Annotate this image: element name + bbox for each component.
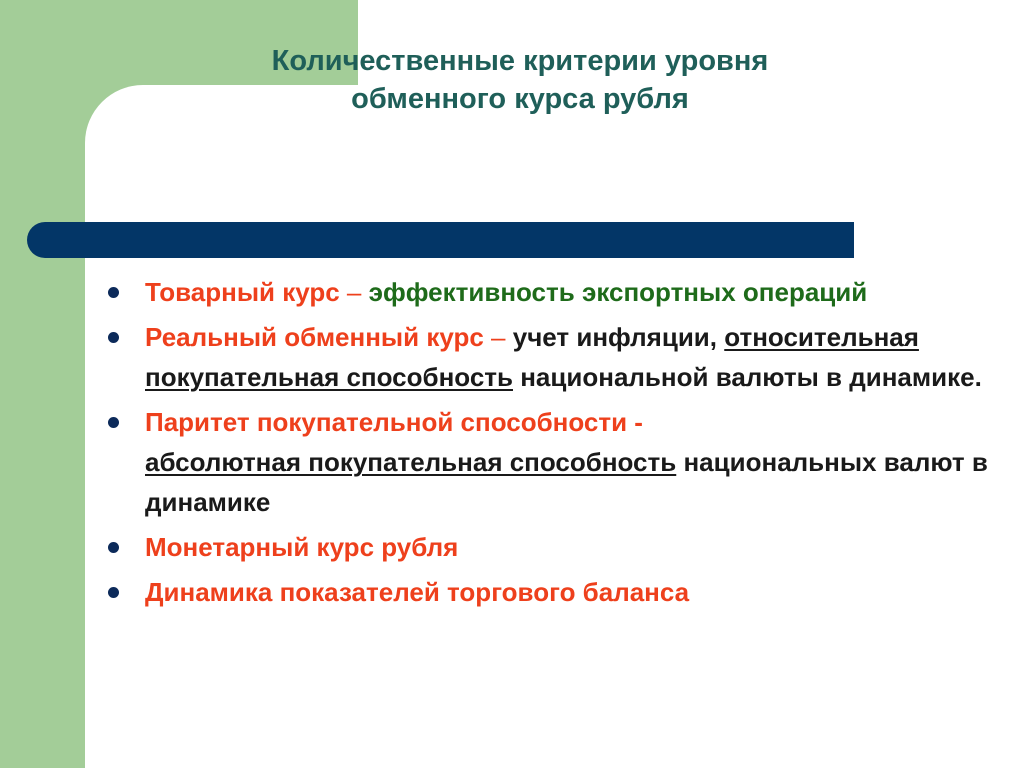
bullet-dot-icon	[108, 542, 119, 553]
bullet-dash: –	[483, 322, 513, 352]
bullet-definition-tail: национальной валюты в динамике.	[513, 362, 982, 392]
bullet-definition: эффективность экспортных операций	[368, 277, 868, 307]
bullet-list	[100, 272, 1000, 617]
decorative-divider-bar	[27, 222, 854, 258]
bullet-definition-underlined: относительная покупательная способность	[145, 322, 919, 392]
title-line-1: Количественные критерии уровня	[271, 45, 769, 77]
bullet-item-monetarny	[100, 527, 1000, 567]
slide-title	[150, 42, 890, 118]
bullet-term: Динамика показателей торгового баланса	[145, 577, 690, 607]
bullet-term: Товарный курс	[145, 277, 340, 307]
bullet-item-paritet	[100, 402, 1000, 522]
bullet-item-realny	[100, 317, 1000, 397]
bullet-item-dinamika	[100, 572, 1000, 612]
bullet-term: Реальный обменный курс	[145, 322, 484, 352]
bullet-definition-tail: национальных валют в динамике	[145, 447, 988, 517]
bullet-item-tovarny	[100, 272, 1000, 312]
bullet-dot-icon	[108, 332, 119, 343]
bullet-dot-icon	[108, 587, 119, 598]
title-line-2: обменного курса рубля	[351, 83, 689, 115]
bullet-dash: –	[339, 277, 369, 307]
bullet-definition-underlined: абсолютная покупательная способность	[145, 447, 677, 477]
bullet-dot-icon	[108, 417, 119, 428]
bullet-dot-icon	[108, 287, 119, 298]
bullet-term: Монетарный курс рубля	[145, 532, 459, 562]
bullet-term: Паритет покупательной способности -	[145, 407, 643, 437]
bullet-definition: учет инфляции,	[512, 322, 725, 352]
